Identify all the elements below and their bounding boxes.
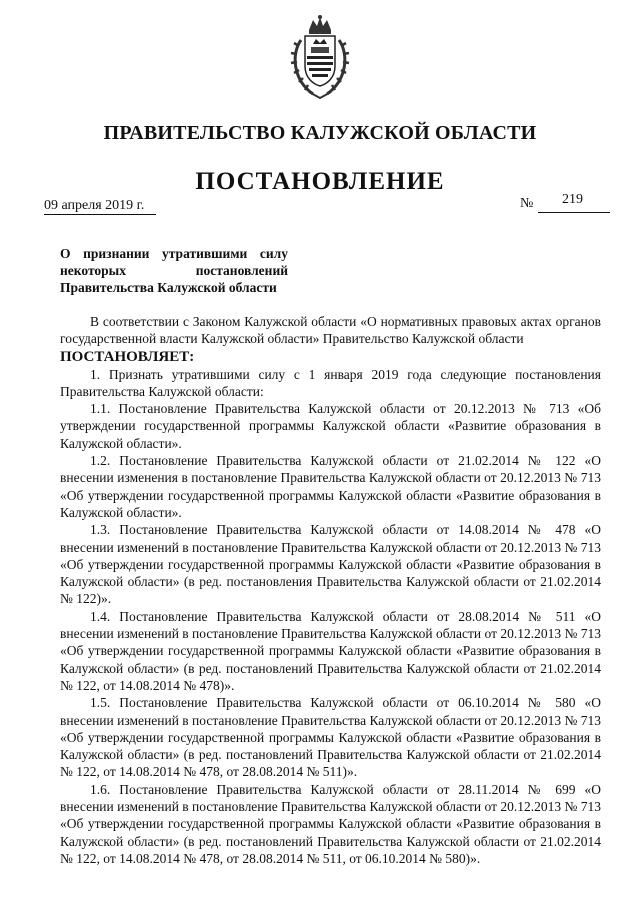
subject-line-3: Правительства Калужской области — [60, 280, 277, 295]
organization-name: ПРАВИТЕЛЬСТВО КАЛУЖСКОЙ ОБЛАСТИ — [103, 122, 537, 144]
document-subject — [60, 245, 288, 296]
document-body — [60, 313, 601, 867]
resolves-heading: ПОСТАНОВЛЯЕТ: — [60, 348, 195, 365]
preamble: В соответствии с Законом Калужской области «О нормативных правовых актах органов государственной власти Калужской области» Правительство Калужской области — [60, 314, 601, 347]
date-underline — [44, 214, 156, 215]
document-type: ПОСТАНОВЛЕНИЕ — [195, 168, 445, 195]
sub-item-1-3: 1.3. Постановление Правительства Калужской области от 14.08.2014 № 478 «О внесении изменений в постановление Правительства Калужской области от 20.12.2013 № 713 «Об утверждении государственной программы Калужской области «Развитие образования в Калужской области» (в ред. постановления Правительства Калужской области от 21.02.2014 № 122)». — [60, 522, 601, 607]
sub-item-1-6: 1.6. Постановление Правительства Калужской области от 28.11.2014 № 699 «О внесении изменений в постановление Правительства Калужской области от 20.12.2013 № 713 «Об утверждении государственной программы Калужской области «Развитие образования в Калужской области» (в ред. постановлений Правительства Калужской области от 21.02.2014 № 122, от 14.08.2014 № 478, от 28.08.2014 № 511, от 06.10.2014 № 580)». — [60, 781, 601, 866]
sub-item-1-2: 1.2. Постановление Правительства Калужской области от 21.02.2014 № 122 «О внесении изменения в постановление Правительства Калужской области от 20.12.2013 № 713 «Об утверждении государственной программы Калужской области «Развитие образования в Калужской области». — [60, 453, 601, 520]
document-date: 09 апреля 2019 г. — [44, 198, 145, 213]
subject-line-1: О признании утратившими силу — [60, 246, 288, 261]
sub-item-1-4: 1.4. Постановление Правительства Калужской области от 28.08.2014 № 511 «О внесении изменений в постановление Правительства Калужской области от 20.12.2013 № 713 «Об утверждении государственной программы Калужской области «Развитие образования в Калужской области» (в ред. постановлений Правительства Калужской области от 21.02.2014 № 122, от 14.08.2014 № 478)». — [60, 608, 601, 693]
item-1: 1. Признать утратившими силу с 1 января 2019 года следующие постановления Правительства Калужской области: — [60, 366, 601, 399]
document-number: 219 — [562, 192, 583, 207]
sub-item-1-1: 1.1. Постановление Правительства Калужской области от 20.12.2013 № 713 «Об утверждении государственной программы Калужской области «Развитие образования в Калужской области». — [60, 401, 601, 451]
number-underline — [538, 212, 610, 213]
document-number-label: № — [520, 196, 534, 211]
kaluga-coat-of-arms-icon — [287, 14, 353, 100]
sub-item-1-5: 1.5. Постановление Правительства Калужской области от 06.10.2014 № 580 «О внесении изменений в постановление Правительства Калужской области от 20.12.2013 № 713 «Об утверждении государственной программы Калужской области «Развитие образования в Калужской области» (в ред. постановлений Правительства Калужской области от 21.02.2014 № 122, от 14.08.2014 № 478, от 28.08.2014 № 511)». — [60, 695, 601, 780]
subject-line-2: некоторых постановлений — [60, 263, 288, 278]
